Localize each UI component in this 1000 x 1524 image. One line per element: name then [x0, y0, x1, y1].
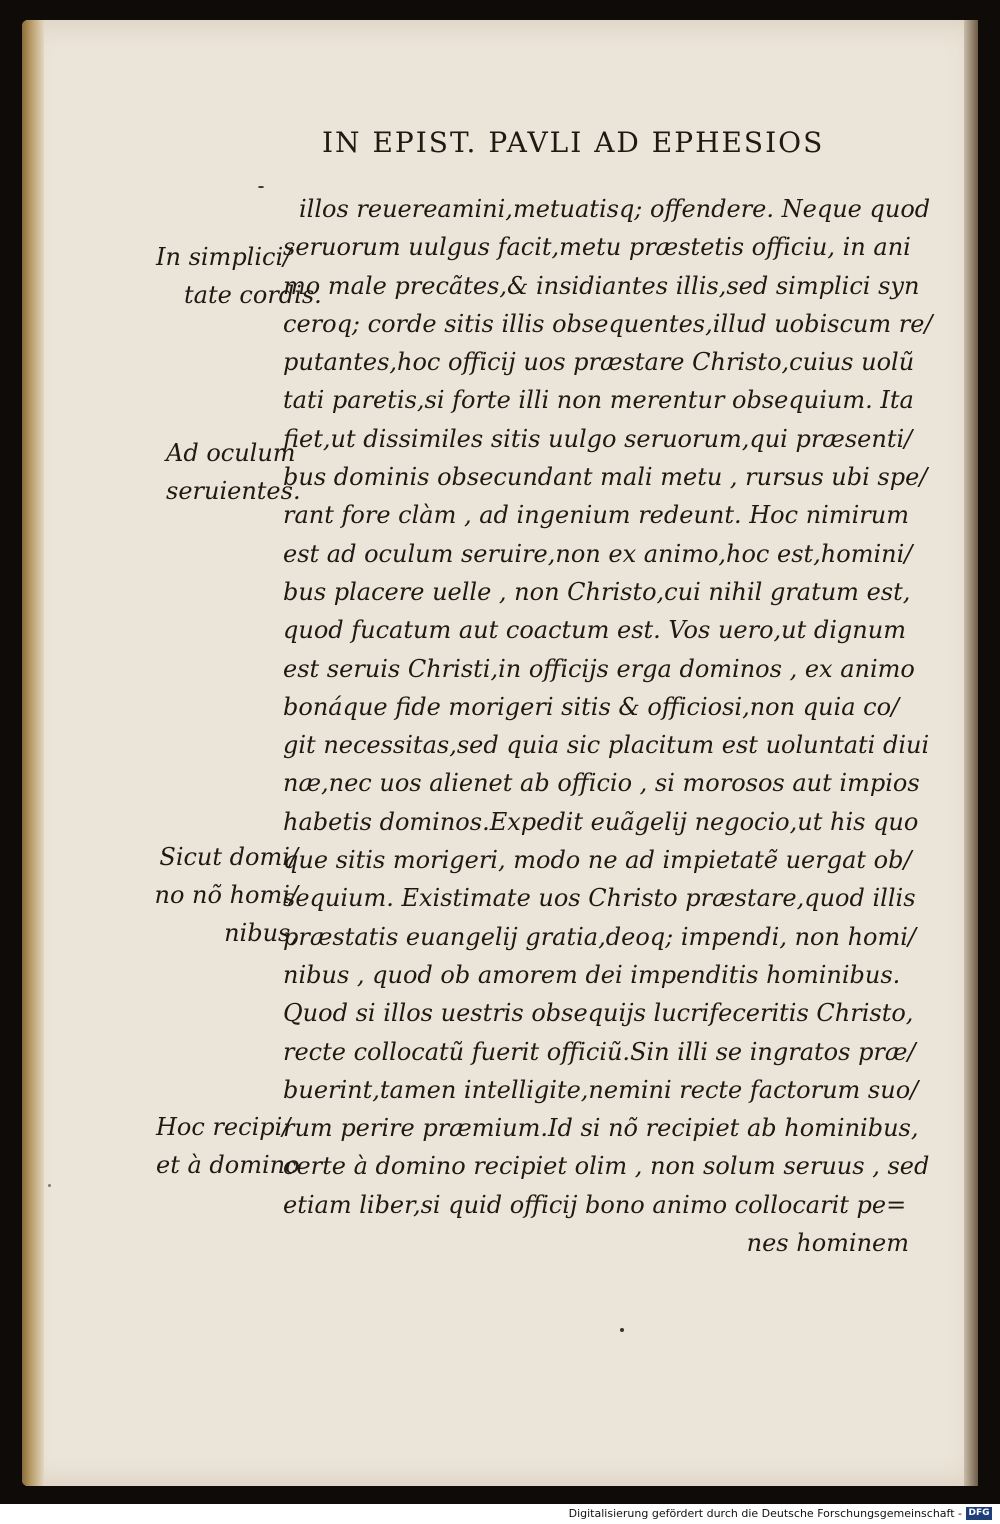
text-line: buerint,tamen intelligite,nemini recte factorum suo/ — [283, 1075, 919, 1104]
catchword-line: nes hominem — [746, 1229, 909, 1258]
funding-credit: Digitalisierung gefördert durch die Deutsche Forschungsgemeinschaft - — [568, 1507, 962, 1520]
marginal-note-4 — [156, 1108, 300, 1184]
text-line: fiet,ut dissimiles sitis uulgo seruorum,qui præsenti/ — [283, 424, 913, 453]
digitization-footer — [0, 1504, 1000, 1524]
text-line: seruorum uulgus facit,metu præstetis officiu, in ani — [283, 233, 911, 262]
ink-speck — [258, 186, 264, 188]
text-line: recte collocatũ fuerit officiũ.Sin illi se ingratos præ/ — [283, 1037, 916, 1066]
marginal-note-2 — [166, 434, 301, 510]
marginal-note-line: no nõ homi/ — [154, 881, 298, 909]
text-line: etiam liber,si quid officij bono animo collocarit pe= — [283, 1190, 907, 1219]
text-line: bus placere uelle , non Christo,cui nihil gratum est, — [283, 577, 911, 606]
text-line: ceroq; corde sitis illis obsequentes,illud uobiscum re/ — [283, 309, 933, 338]
text-line: que sitis morigeri, modo ne ad impietatẽ uergat ob/ — [283, 846, 912, 875]
text-line: mo male precãtes,& insidiantes illis,sed simplici syn — [283, 271, 920, 300]
running-head: IN EPIST. PAVLI AD EPHESIOS — [322, 126, 825, 159]
text-line: rant fore clàm , ad ingenium redeunt. Hoc nimirum — [283, 501, 909, 530]
text-line: bonáque fide morigeri sitis & officiosi,non quia co/ — [283, 692, 900, 721]
marginal-note-line: Hoc recipi/ — [156, 1113, 291, 1141]
text-line: est seruis Christi,in officijs erga dominos , ex animo — [283, 654, 915, 683]
text-line: certe à domino recipiet olim , non solum seruus , sed — [283, 1152, 930, 1181]
text-line: Quod si illos uestris obsequijs lucrifeceritis Christo, — [283, 999, 914, 1028]
text-line: sequium. Existimate uos Christo præstare,quod illis — [283, 884, 916, 913]
text-line: bus dominis obsecundant mali metu , rursus ubi spe/ — [283, 463, 928, 492]
marginal-note-line: Ad oculum — [166, 439, 296, 467]
ink-speck — [620, 1328, 624, 1332]
text-line: nibus , quod ob amorem dei impenditis hominibus. — [283, 960, 901, 989]
marginal-note-line: nibus, — [224, 919, 298, 947]
text-line: est ad oculum seruire,non ex animo,hoc est,homini/ — [283, 539, 913, 568]
text-line: putantes,hoc officij uos præstare Christo,cuius uolũ — [283, 348, 915, 377]
text-line: git necessitas,sed quia sic placitum est uoluntati diui — [283, 731, 930, 760]
body-text — [283, 190, 943, 1262]
marginal-note-line: et à domino — [156, 1151, 300, 1179]
marginal-note-3 — [148, 838, 298, 952]
dfg-logo: DFG — [966, 1507, 992, 1520]
text-line: rum perire præmium.Id si nõ recipiet ab hominibus, — [283, 1114, 919, 1143]
text-line: tati paretis,si forte illi non merentur obsequium. Ita — [283, 386, 914, 415]
ink-speck — [48, 1184, 51, 1187]
text-line: præstatis euangelij gratia,deoq; impendi, non homi/ — [283, 922, 917, 951]
text-line: næ,nec uos alienet ab officio , si morosos aut impios — [283, 769, 920, 798]
marginal-note-line: tate cordis. — [184, 281, 322, 309]
marginal-note-line: Sicut domi/ — [159, 843, 298, 871]
text-line: quod fucatum aut coactum est. Vos uero,ut dignum — [283, 616, 906, 645]
page-gutter-edge — [22, 20, 44, 1486]
marginal-note-line: In simplici/ — [156, 243, 292, 271]
marginal-note-line: seruientes. — [166, 477, 301, 505]
text-line: habetis dominos.Expedit euãgelij negocio,ut his quo — [283, 807, 919, 836]
page-fore-edge — [964, 20, 978, 1486]
text-line: illos reuereamini,metuatisq; offendere. Neque quod — [299, 195, 931, 223]
